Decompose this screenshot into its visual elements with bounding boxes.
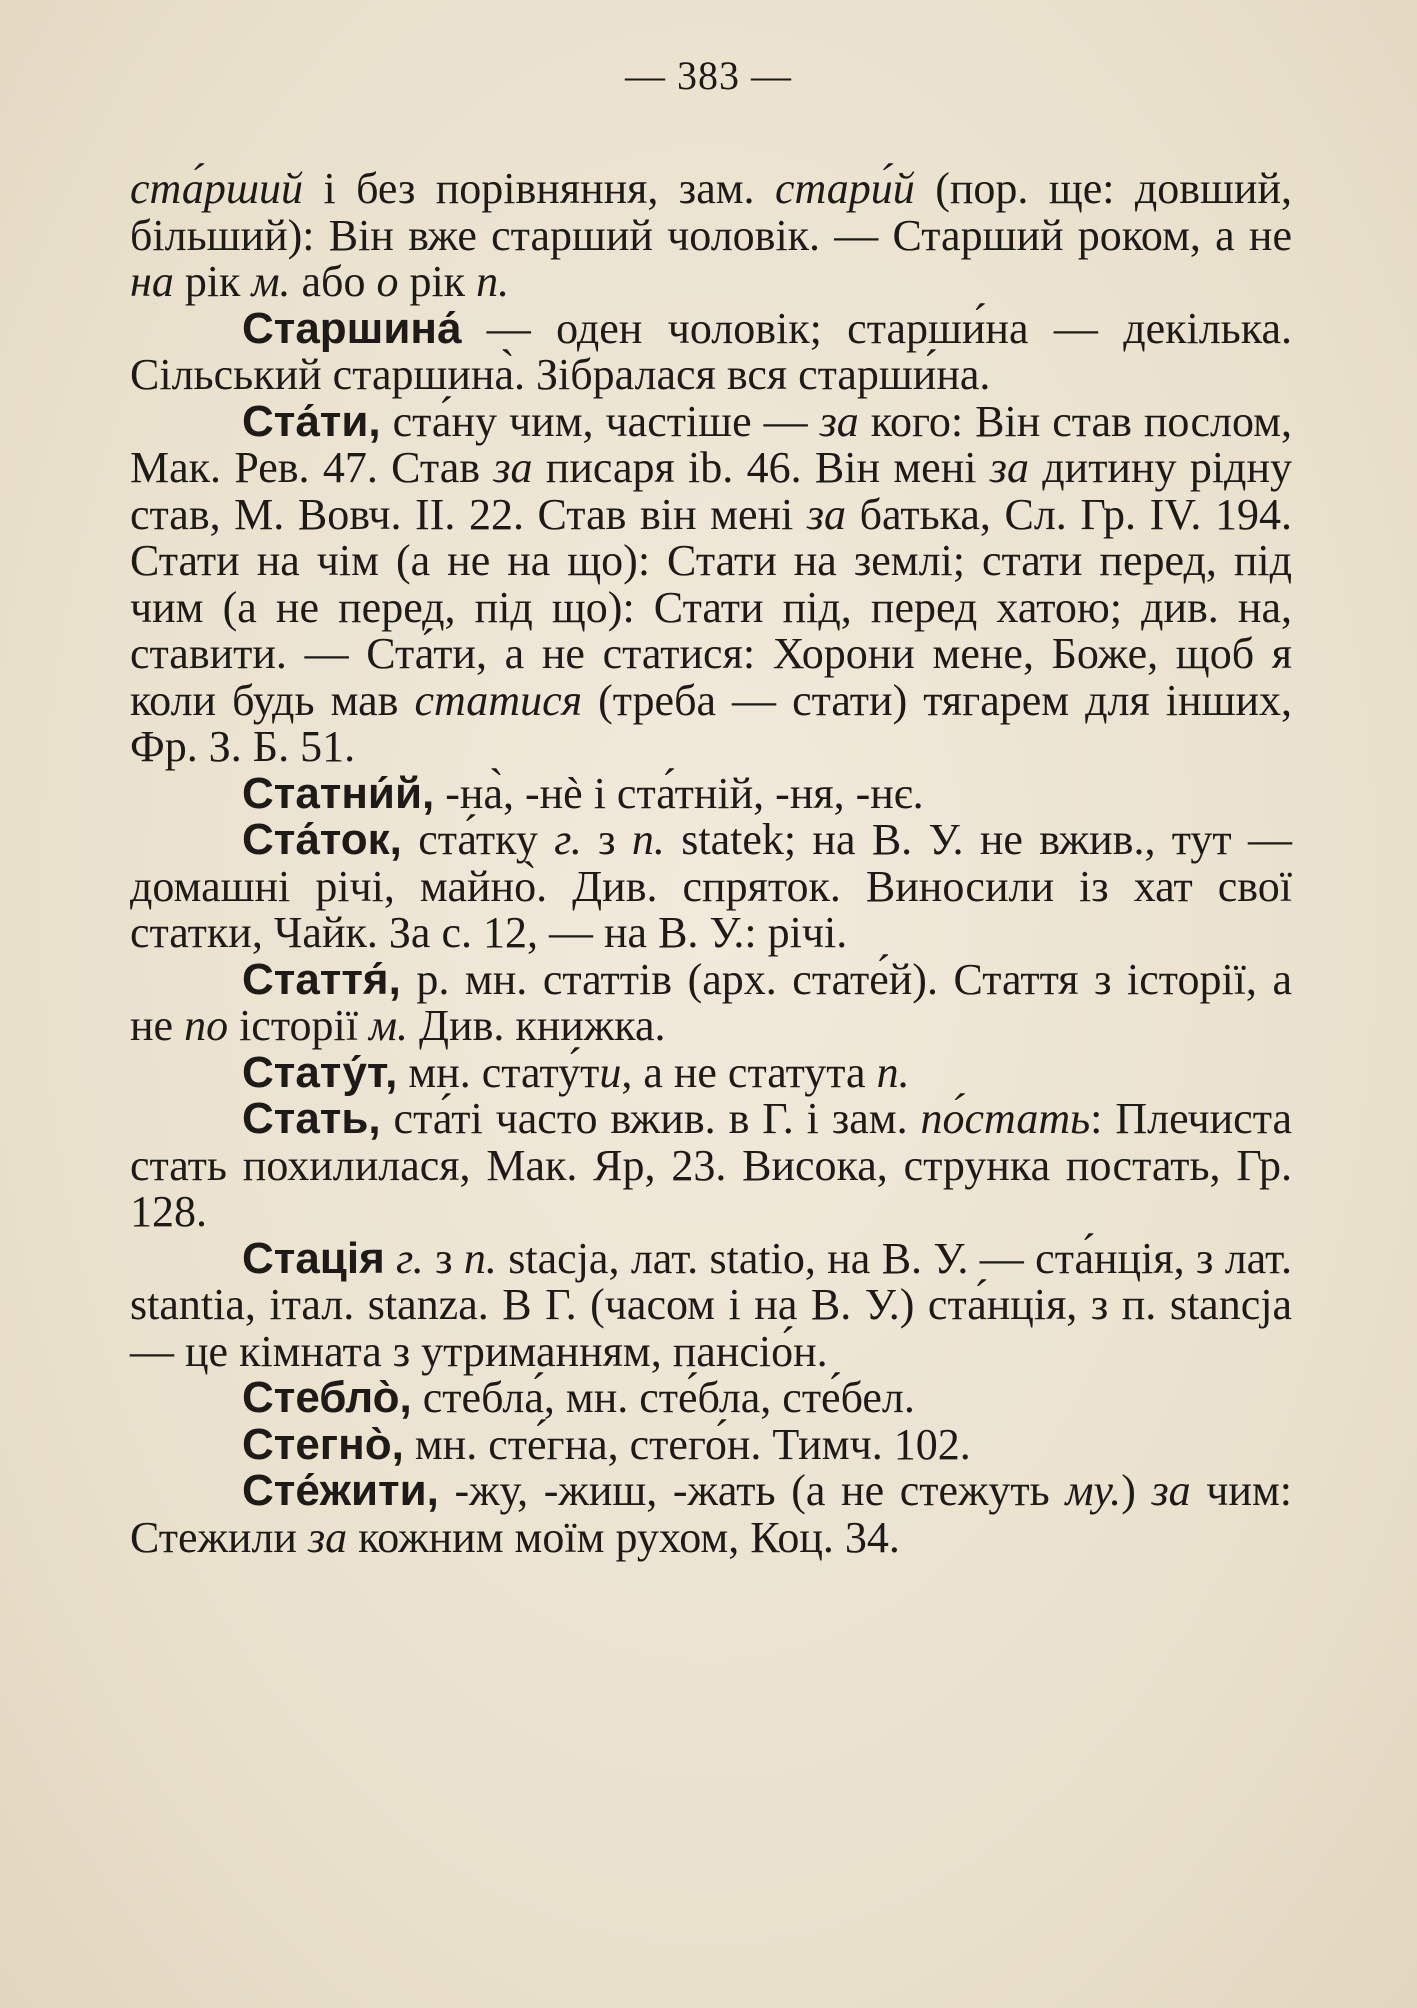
- italic-text: за: [819, 396, 859, 446]
- italic-text: п.: [463, 1233, 497, 1283]
- entry-text: чим: Стежили: [130, 1466, 1293, 1562]
- entries-column: [130, 166, 1292, 1561]
- headword: Ста́ти,: [242, 396, 381, 446]
- entry-text: ): [1121, 1466, 1152, 1515]
- page-number: — 383 —: [625, 53, 792, 98]
- dictionary-entry: [130, 1468, 1292, 1561]
- italic-text: за: [1151, 1466, 1191, 1515]
- italic-text: м.: [368, 1001, 409, 1050]
- dictionary-entry: [130, 1419, 1292, 1469]
- dictionary-entry: [130, 1096, 1292, 1236]
- italic-text: статися: [414, 675, 583, 725]
- italic-text: за: [989, 443, 1029, 492]
- dictionary-entry: [130, 817, 1292, 957]
- entry-text: Див. книжка.: [408, 1001, 666, 1050]
- italic-text: и: [599, 1047, 622, 1097]
- dictionary-entry: [130, 1375, 1292, 1422]
- italic-text: за: [493, 443, 533, 492]
- entry-text: з: [581, 815, 632, 864]
- headword: Сте́жити,: [242, 1466, 439, 1515]
- entry-text: з: [423, 1233, 464, 1283]
- dictionary-entry: [130, 1047, 1292, 1097]
- entry-text: р. мн. статтів (арх. стате́й). Стаття з історії, а не: [130, 954, 1292, 1050]
- headword: Статни́й,: [242, 768, 435, 818]
- entry-text: statek; на В. У. не вжив., тут — домашні річі, майно̀. Див. спряток. Виносили із хат свої статки, Чайк. За с. 12, — на В. У.: річі.: [130, 815, 1292, 957]
- italic-text: п.: [476, 257, 510, 306]
- italic-text: ста́рший: [130, 164, 304, 213]
- dictionary-entry: [130, 954, 1292, 1050]
- entry-text: -жу, -жиш, -жать (а не стежуть: [438, 1466, 1066, 1515]
- entry-text: ста́ну чим, частіше —: [380, 396, 820, 446]
- headword: Старшина́: [242, 303, 462, 353]
- entry-text: , а не статута: [621, 1047, 877, 1097]
- italic-text: п.: [631, 815, 665, 864]
- italic-text: му.: [1065, 1466, 1122, 1515]
- entry-text: : Плечиста стать похилилася, Мак. Яр, 23. Висока, струнка постать, Гр. 128.: [130, 1094, 1292, 1236]
- dictionary-entry: [130, 1233, 1292, 1376]
- entry-text: ста́ті часто вжив. в Г. і зам.: [380, 1094, 921, 1143]
- entry-text: -на̀, -нѐ і ста́тній, -ня, -нє.: [434, 768, 924, 818]
- entry-text: кожним моїм рухом, Коц. 34.: [347, 1512, 900, 1562]
- italic-text: г.: [554, 815, 582, 864]
- entry-text: мн. стату́т: [397, 1047, 600, 1097]
- entry-text: — оден чоловік; старши́на — декілька. Сільський старшина̀. Зібралася вся старши́на.: [130, 303, 1292, 399]
- entry-continuation: [130, 166, 1292, 306]
- entry-text: рік: [173, 257, 252, 306]
- italic-text: на: [130, 257, 174, 306]
- italic-text: стари́й: [774, 164, 915, 213]
- entry-text: батька, Сл. Гр. IV. 194. Стати на чім (а не на що): Стати на землі; стати перед, під чим (а не перед, під що): Стати під, перед хатою; див. на, ставити. — Ста́ти, а не статися: Хорони мене, Боже, щоб я коли будь мав: [130, 489, 1292, 725]
- italic-text: п.: [876, 1047, 910, 1097]
- entry-text: або: [290, 257, 377, 306]
- entry-text: і без порівняння, зам.: [303, 164, 775, 213]
- dictionary-entry: [130, 768, 1292, 818]
- entry-text: писаря ib. 46. Він мені: [532, 443, 990, 492]
- headword: Стебло̀,: [242, 1373, 412, 1422]
- headword: Стація: [242, 1233, 385, 1283]
- headword: Стать,: [242, 1094, 381, 1143]
- entry-text: ста́тку: [401, 815, 555, 864]
- entry-text: історії: [228, 1001, 369, 1050]
- dictionary-entry: [130, 396, 1293, 771]
- entry-text: дитину рідну став, М. Вовч. II. 22. Став він мені: [130, 443, 1292, 539]
- entry-text: [385, 1234, 396, 1283]
- dictionary-entry: [130, 303, 1292, 399]
- entry-text: (пор. ще: довший, більший): Він вже старший чоловік. — Старший роком, а не: [130, 164, 1292, 260]
- entry-text: мн. сте́гна, стего́н. Тимч. 102.: [403, 1419, 971, 1469]
- italic-text: по́стать: [920, 1094, 1091, 1143]
- headword: Стегно̀,: [242, 1419, 404, 1469]
- italic-text: за: [307, 1512, 348, 1562]
- italic-text: за: [806, 489, 847, 539]
- entry-text: кого: Він став послом, Мак. Рев. 47. Став: [130, 396, 1293, 492]
- headword: Стаття́,: [242, 954, 401, 1004]
- entry-text: рік: [398, 257, 477, 306]
- italic-text: м.: [251, 257, 291, 306]
- italic-text: о: [376, 257, 399, 306]
- headword: Стату́т,: [242, 1047, 398, 1097]
- italic-text: по: [184, 1001, 229, 1050]
- entry-text: стебла́, мн. сте́бла, сте́бел.: [411, 1373, 915, 1422]
- entry-text: (треба — стати) тягарем для інших, Фр. З. Б. 51.: [130, 675, 1292, 771]
- headword: Ста́ток,: [242, 815, 402, 864]
- entry-text: stacja, лат. statio, на В. У. — ста́нція, з лат. stantia, італ. stanza. В Г. (часом і на В. У.) ста́нція, з п. stancja — це кімната з утриманням, пансіо́н.: [130, 1233, 1292, 1376]
- italic-text: г.: [396, 1233, 424, 1283]
